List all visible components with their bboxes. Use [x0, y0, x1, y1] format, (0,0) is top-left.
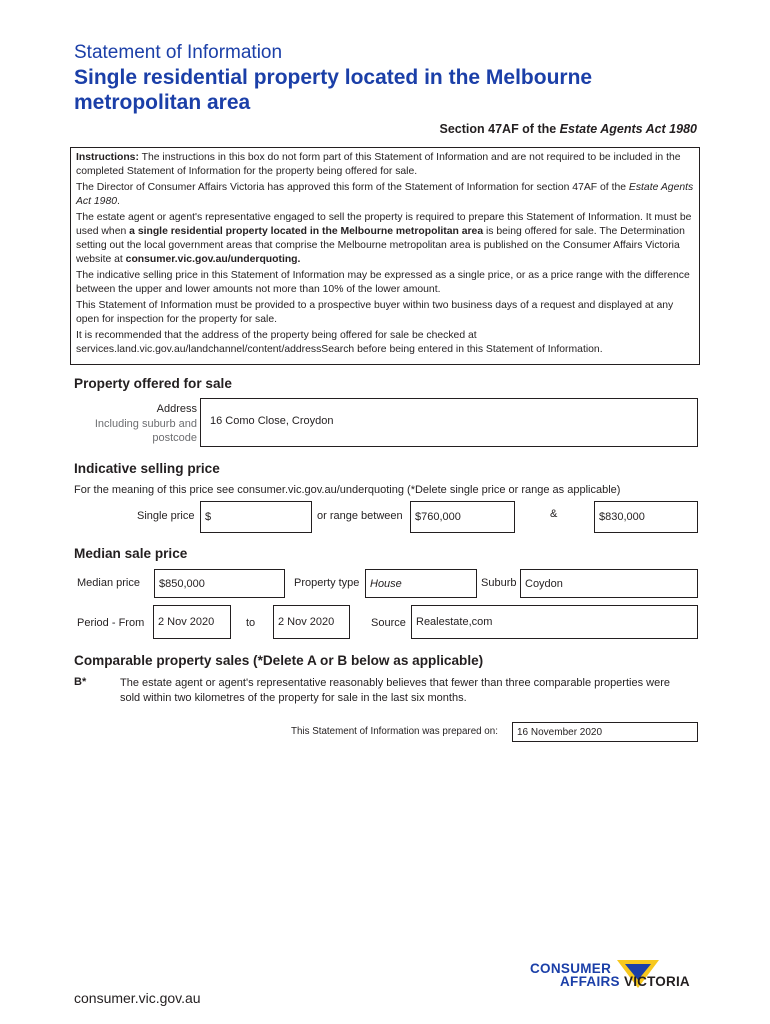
address-label-line2: Including suburb and — [94, 417, 197, 430]
section-prefix: Section 47AF of the — [439, 122, 560, 136]
instructions-p2-act: Estate Agents Act 1980 — [76, 181, 694, 208]
range-low-value: $760,000 — [415, 511, 461, 523]
single-price-label: Single price — [137, 510, 195, 522]
instructions-p4: The indicative selling price in this Statement of Information may be expressed as a single price, or as a price range with the difference between the upper and lower amounts not more than 10% of the lower amount. — [76, 270, 690, 296]
section-act: Estate Agents Act 1980 — [559, 122, 697, 136]
median-heading: Median sale price — [74, 546, 188, 561]
instructions-p2-end: . — [117, 196, 120, 208]
suburb-field[interactable] — [520, 569, 698, 598]
suburb-value: Coydon — [525, 577, 563, 590]
instructions-p1: The instructions in this box do not form part of this Statement of Information and are not required to be included in the completed Statement of Information for the property being offered for sale. — [76, 152, 681, 178]
instructions-box — [70, 147, 700, 365]
consumer-affairs-logo — [528, 960, 708, 994]
property-type-value: House — [370, 577, 402, 590]
page-title: Single residential property located in the Melbourne metropolitan area — [74, 66, 593, 114]
property-heading: Property offered for sale — [74, 376, 232, 391]
logo-victoria: VICTORIA — [624, 974, 690, 989]
section-reference — [440, 122, 697, 136]
option-b-label: B* — [74, 676, 87, 688]
instructions-p6: It is recommended that the address of the property being offered for sale be checked at services.land.vic.gov.au/landchannel/content/addressSearch before being entered in this Statement of Information. — [76, 329, 603, 356]
period-from-value: 2 Nov 2020 — [158, 616, 215, 628]
instructions-p2: The Director of Consumer Affairs Victoria has approved this form of the Statement of Information for section 47AF of the — [76, 181, 629, 193]
period-to-value: 2 Nov 2020 — [278, 616, 335, 628]
address-label — [95, 402, 197, 446]
period-to-field[interactable] — [273, 605, 350, 639]
range-high-value: $830,000 — [599, 511, 645, 523]
address-label-line3: postcode — [152, 432, 197, 444]
property-type-label: Property type — [294, 577, 360, 589]
range-label: or range between — [317, 510, 403, 522]
median-price-field[interactable] — [154, 569, 285, 598]
supertitle: Statement of Information — [74, 42, 283, 63]
prepared-date-field[interactable] — [512, 722, 698, 742]
logo-line1: CONSUMER — [530, 961, 612, 976]
footer-url[interactable]: consumer.vic.gov.au — [74, 990, 201, 1006]
range-high-field[interactable] — [594, 501, 698, 533]
suburb-label: Suburb — [481, 577, 517, 589]
price-note: For the meaning of this price see consumer.vic.gov.au/underquoting (*Delete single price or range as applicable) — [74, 484, 621, 496]
logo-line2: AFFAIRS — [560, 974, 620, 989]
comparable-heading: Comparable property sales (*Delete A or B below as applicable) — [74, 653, 484, 668]
instructions-p3-bold: a single residential property located in the Melbourne metropolitan area — [129, 226, 484, 238]
instructions-p3a: The estate agent or agent's representative engaged to sell the property is required to prepare this Statement of Information. It must be used when — [76, 211, 692, 238]
single-price-value: $ — [205, 511, 212, 523]
source-value: Realestate,com — [416, 616, 493, 628]
address-field[interactable] — [200, 398, 698, 447]
prepared-date-value: 16 November 2020 — [517, 726, 603, 738]
option-b-text: The estate agent or agent's representative reasonably believes that fewer than three comparable properties were sold within two kilometres of the property for sale in the last six months. — [120, 677, 670, 704]
single-price-field[interactable] — [200, 501, 312, 533]
instructions-p3b: is being offered for sale. The Determination setting out the local government areas that comprise the Melbourne metropolitan area is published on the Consumer Affairs Victoria website at — [76, 226, 685, 266]
period-to-label: to — [246, 617, 256, 629]
address-label-line1: Address — [156, 403, 197, 415]
instructions-p5: This Statement of Information must be provided to a prospective buyer within two business days of a request and displayed at any open for inspection for the property for sale. — [76, 300, 674, 326]
price-heading: Indicative selling price — [74, 461, 220, 476]
range-low-field[interactable] — [410, 501, 515, 533]
range-ampersand: & — [550, 508, 558, 520]
source-label: Source — [371, 617, 406, 629]
source-field[interactable] — [411, 605, 698, 639]
median-price-label: Median price — [77, 577, 140, 589]
address-value: 16 Como Close, Croydon — [210, 415, 334, 427]
instructions-lead: Instructions: — [76, 152, 139, 163]
period-from-label: Period - From — [77, 617, 145, 629]
median-price-value: $850,000 — [159, 577, 205, 590]
underquoting-link[interactable]: consumer.vic.gov.au/underquoting. — [125, 254, 301, 266]
period-from-field[interactable] — [153, 605, 231, 639]
property-type-field[interactable] — [365, 569, 477, 598]
prepared-label: This Statement of Information was prepared on: — [291, 726, 498, 737]
